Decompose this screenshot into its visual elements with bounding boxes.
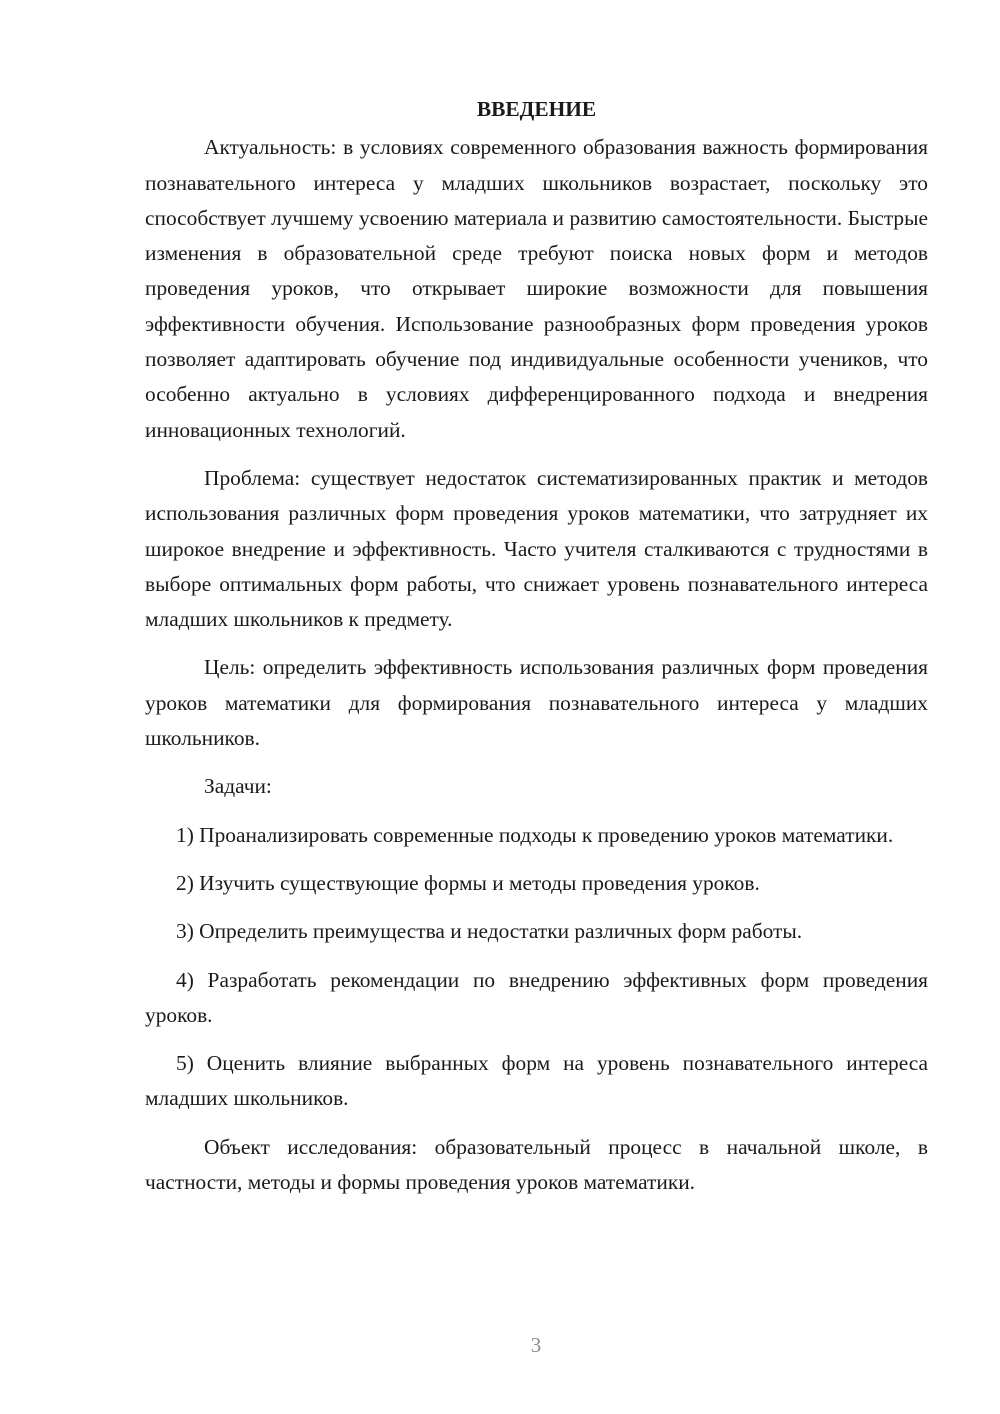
problem-paragraph: Проблема: существует недостаток систематизированных практик и методов использования различных форм проведения уроков математики, что затрудняет их широкое внедрение и эффективность. Часто учителя сталкиваются с трудностями в выборе оптимальных форм работы, что снижает уровень познавательного интереса младших школьников к предмету. xyxy=(145,465,928,632)
object-paragraph: Объект исследования: образовательный процесс в начальной школе, в частности, методы и формы проведения уроков математики. xyxy=(145,1134,928,1195)
goal-paragraph: Цель: определить эффективность использования различных форм проведения уроков математики для формирования познавательного интереса у младших школьников. xyxy=(145,655,928,751)
task-item: 3) Определить преимущества и недостатки различных форм работы. xyxy=(176,919,803,944)
section-title: ВВЕДЕНИЕ xyxy=(476,97,597,121)
task-item: 2) Изучить существующие формы и методы проведения уроков. xyxy=(176,870,760,895)
task-item: 5) Оценить влияние выбранных форм на уровень познавательного интереса младших школьников. xyxy=(145,1051,928,1111)
task-item: 1) Проанализировать современные подходы к проведению уроков математики. xyxy=(176,822,894,847)
task-item: 4) Разработать рекомендации по внедрению эффективных форм проведения уроков. xyxy=(145,967,928,1027)
tasks-heading: Задачи: xyxy=(204,774,272,799)
page-number: 3 xyxy=(530,1333,542,1357)
relevance-paragraph: Актуальность: в условиях современного образования важность формирования познавательного интереса у младших школьников возрастает, поскольку это способствует лучшему усвоению материала и развитию самостоятельности. Быстрые изменения в образовательной среде требуют поиска новых форм и методов проведения уроков, что открывает широкие возможности для повышения эффективности обучения. Использование разнообразных форм проведения уроков позволяет адаптировать обучение под индивидуальные особенности учеников, что особенно актуально в условиях дифференцированного подхода и внедрения инновационных технологий. xyxy=(145,135,928,442)
document-page xyxy=(145,92,928,1200)
